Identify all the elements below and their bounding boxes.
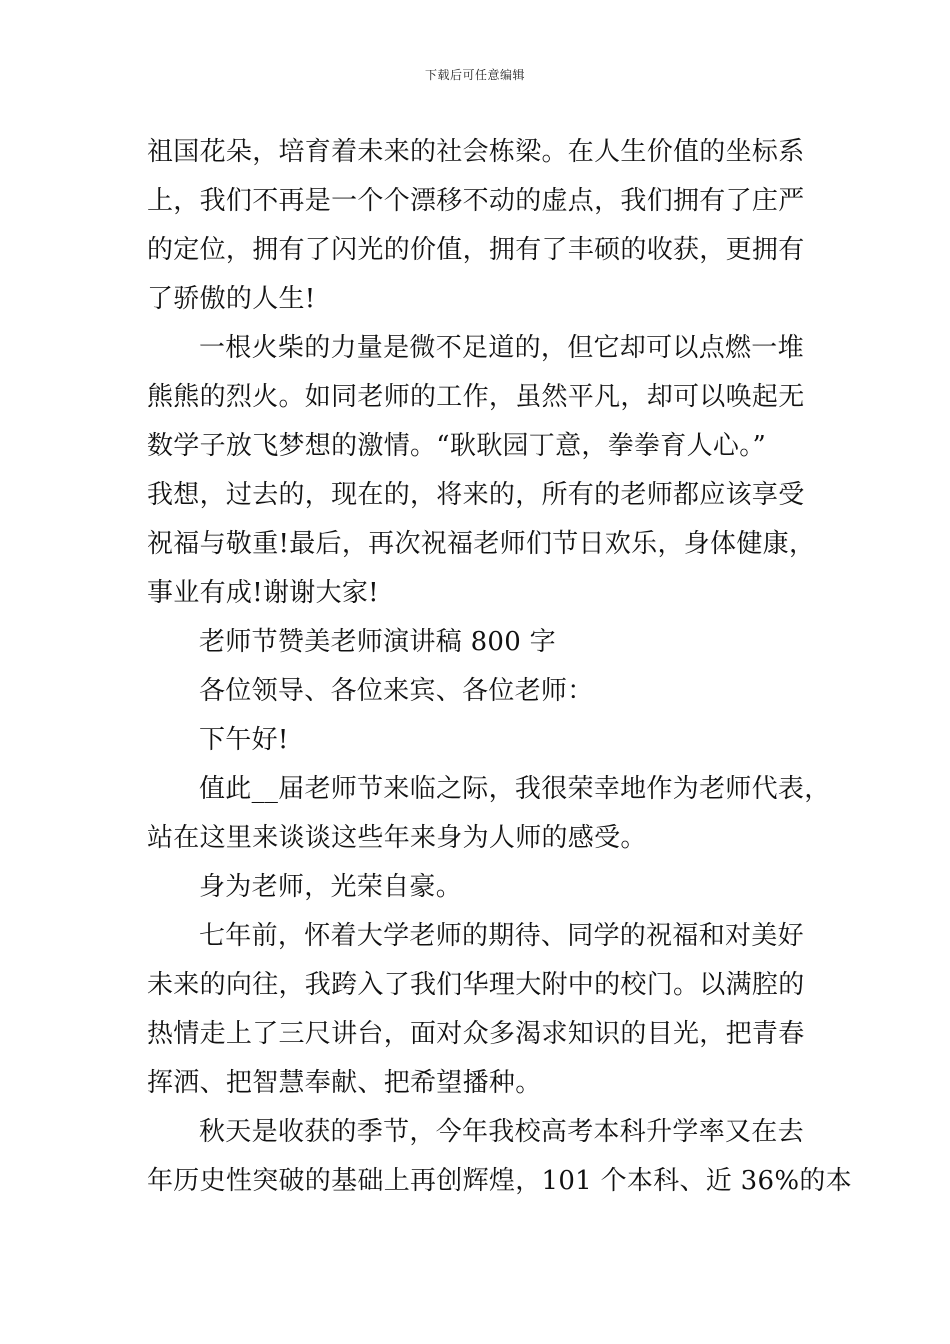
text-line: 身为老师，光荣自豪。 [199,872,463,902]
text-line: 一根火柴的力量是微不足道的，但它却可以点燃一堆 [199,333,804,363]
text-line: 值此__届老师节来临之际，我很荣幸地作为老师代表， [199,774,831,804]
section-title: 老师节赞美老师演讲稿 800 字 [199,627,556,657]
text-line: 数学子放飞梦想的激情。“耿耿园丁意，拳拳育人心。” [147,431,767,461]
text-line: 挥洒、把智慧奉献、把希望播种。 [147,1068,542,1098]
salutation: 各位领导、各位来宾、各位老师： [199,676,594,706]
text-line: 热情走上了三尺讲台，面对众多渴求知识的目光，把青春 [147,1019,805,1049]
text-line: 秋天是收获的季节，今年我校高考本科升学率又在去 [199,1117,804,1147]
text-line: 了骄傲的人生! [147,284,316,314]
text-line: 熊熊的烈火。如同老师的工作，虽然平凡，却可以唤起无 [147,382,805,412]
text-line: 祖国花朵，培育着未来的社会栋梁。在人生价值的坐标系 [147,137,805,167]
text-line: 未来的向往，我跨入了我们华理大附中的校门。以满腔的 [147,970,805,1000]
document-body [147,130,852,1208]
text-line: 七年前，怀着大学老师的期待、同学的祝福和对美好 [199,921,804,951]
text-line: 站在这里来谈谈这些年来身为人师的感受。 [147,823,647,853]
page-header: 下载后可任意编辑 [424,68,525,82]
text-line: 祝福与敬重!最后，再次祝福老师们节日欢乐，身体健康， [147,529,816,559]
text-line: 我想，过去的，现在的，将来的，所有的老师都应该享受 [147,480,805,510]
text-line: 的定位，拥有了闪光的价值，拥有了丰硕的收获，更拥有 [147,235,805,265]
text-line: 年历史性突破的基础上再创辉煌，101 个本科、近 36%的本 [147,1166,852,1196]
text-line: 事业有成!谢谢大家! [147,578,379,608]
greeting: 下午好! [199,725,289,755]
text-line: 上，我们不再是一个个漂移不动的虚点，我们拥有了庄严 [147,186,805,216]
